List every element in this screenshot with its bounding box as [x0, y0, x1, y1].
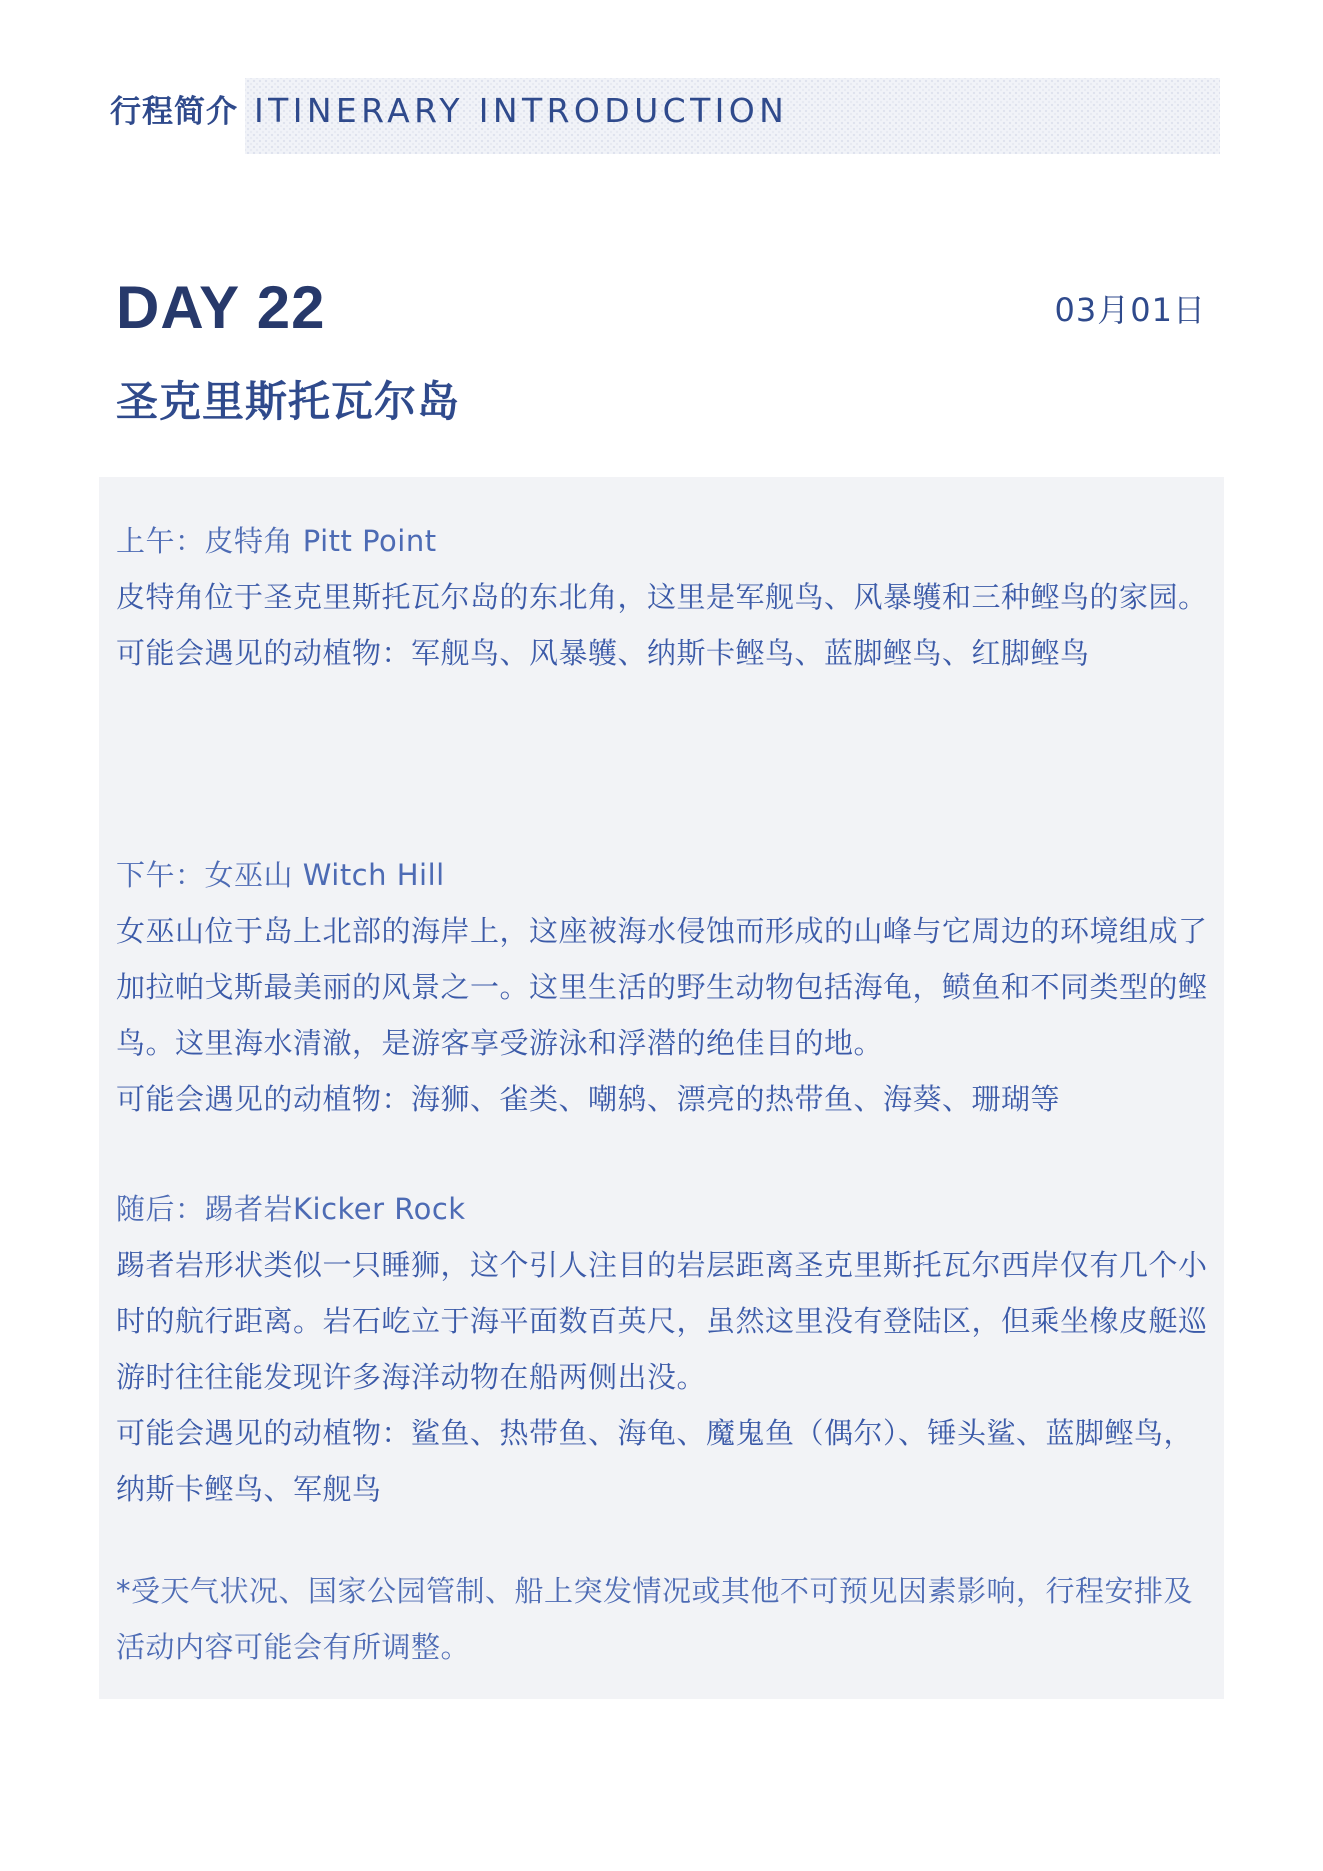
section-wildlife: 可能会遇见的动植物：军舰鸟、风暴鹱、纳斯卡鲣鸟、蓝脚鲣鸟、红脚鲣鸟	[116, 636, 1090, 670]
page-header	[110, 72, 1220, 162]
section-description: 女巫山位于岛上北部的海岸上，这座被海水侵蚀而形成的山峰与它周边的环境组成了加拉帕戈斯最美丽的风景之一。这里生活的野生动物包括海龟，鲼鱼和不同类型的鲣鸟。这里海水清澈，是游客享受游泳和浮潜的绝佳目的地。	[116, 914, 1208, 1060]
section-description: 皮特角位于圣克里斯托瓦尔岛的东北角，这里是军舰鸟、风暴鹱和三种鲣鸟的家园。	[116, 580, 1208, 614]
itinerary-content-box	[99, 477, 1224, 1699]
section-heading: 下午：女巫山 Witch Hill	[116, 858, 445, 892]
header-title-en: ITINERARY INTRODUCTION	[254, 91, 789, 130]
place-title: 圣克里斯托瓦尔岛	[116, 377, 461, 426]
section-wildlife: 可能会遇见的动植物：鲨鱼、热带鱼、海龟、魔鬼鱼（偶尔）、锤头鲨、蓝脚鲣鸟，纳斯卡鲣鸟、军舰鸟	[116, 1416, 1194, 1506]
disclaimer-notice	[116, 1563, 1211, 1675]
section-heading: 随后：踢者岩Kicker Rock	[116, 1192, 466, 1226]
day-label: DAY 22	[116, 274, 326, 341]
day-date: 03月01日	[1054, 291, 1206, 329]
section-wildlife: 可能会遇见的动植物：海狮、雀类、嘲鸫、漂亮的热带鱼、海葵、珊瑚等	[116, 1082, 1061, 1116]
header-title-cn: 行程简介	[110, 94, 238, 130]
itinerary-section-morning	[116, 513, 1211, 681]
header-title	[110, 91, 789, 130]
disclaimer-text: *受天气状况、国家公园管制、船上突发情况或其他不可预见因素影响，行程安排及活动内容可能会有所调整。	[116, 1574, 1194, 1664]
section-heading: 上午：皮特角 Pitt Point	[116, 524, 437, 558]
itinerary-section-afternoon	[116, 847, 1211, 1127]
section-description: 踢者岩形状类似一只睡狮，这个引人注目的岩层距离圣克里斯托瓦尔西岸仅有几个小时的航行距离。岩石屹立于海平面数百英尺，虽然这里没有登陆区，但乘坐橡皮艇巡游时往往能发现许多海洋动物在船两侧出没。	[116, 1248, 1208, 1394]
itinerary-section-later	[116, 1181, 1211, 1517]
